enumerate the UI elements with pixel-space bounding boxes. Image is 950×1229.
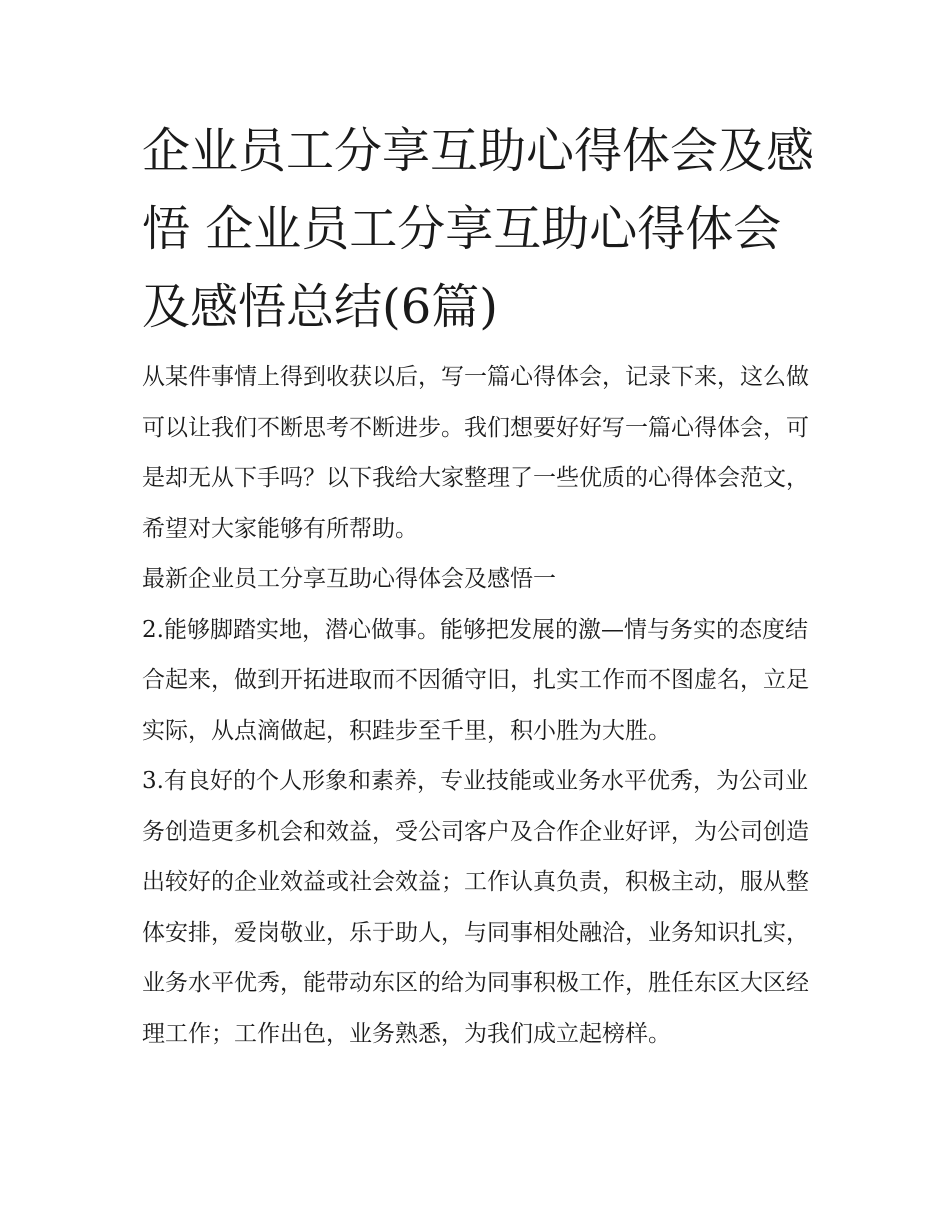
document-title: 企业员工分享互助心得体会及感悟 企业员工分享互助心得体会及感悟总结(6篇) bbox=[142, 123, 815, 335]
document-content bbox=[142, 112, 818, 1059]
point-3-paragraph: 3.有良好的个人形象和素养，专业技能或业务水平优秀，为公司业务创造更多机会和效益，受公司客户及合作企业好评，为公司创造出较好的企业效益或社会效益；工作认真负责，积极主动，服从整体安排，爱岗敬业，乐于助人，与同事相处融洽，业务知识扎实，业务水平优秀，能带动东区的给为同事积极工作，胜任东区大区经理工作；工作出色，业务熟悉，为我们成立起榜样。 bbox=[142, 768, 809, 1047]
point-2-paragraph: 2.能够脚踏实地，潜心做事。能够把发展的激—情与务实的态度结合起来，做到开拓进取而不因循守旧，扎实工作而不图虚名，立足实际，从点滴做起，积跬步至千里，积小胜为大胜。 bbox=[142, 616, 809, 744]
document-body bbox=[142, 352, 818, 1059]
section-heading: 最新企业员工分享互助心得体会及感悟一 bbox=[142, 566, 556, 592]
intro-paragraph: 从某件事情上得到收获以后，写一篇心得体会，记录下来，这么做可以让我们不断思考不断进步。我们想要好好写一篇心得体会，可是却无从下手吗？以下我给大家整理了一些优质的心得体会范文，希望对大家能够有所帮助。 bbox=[142, 364, 809, 542]
